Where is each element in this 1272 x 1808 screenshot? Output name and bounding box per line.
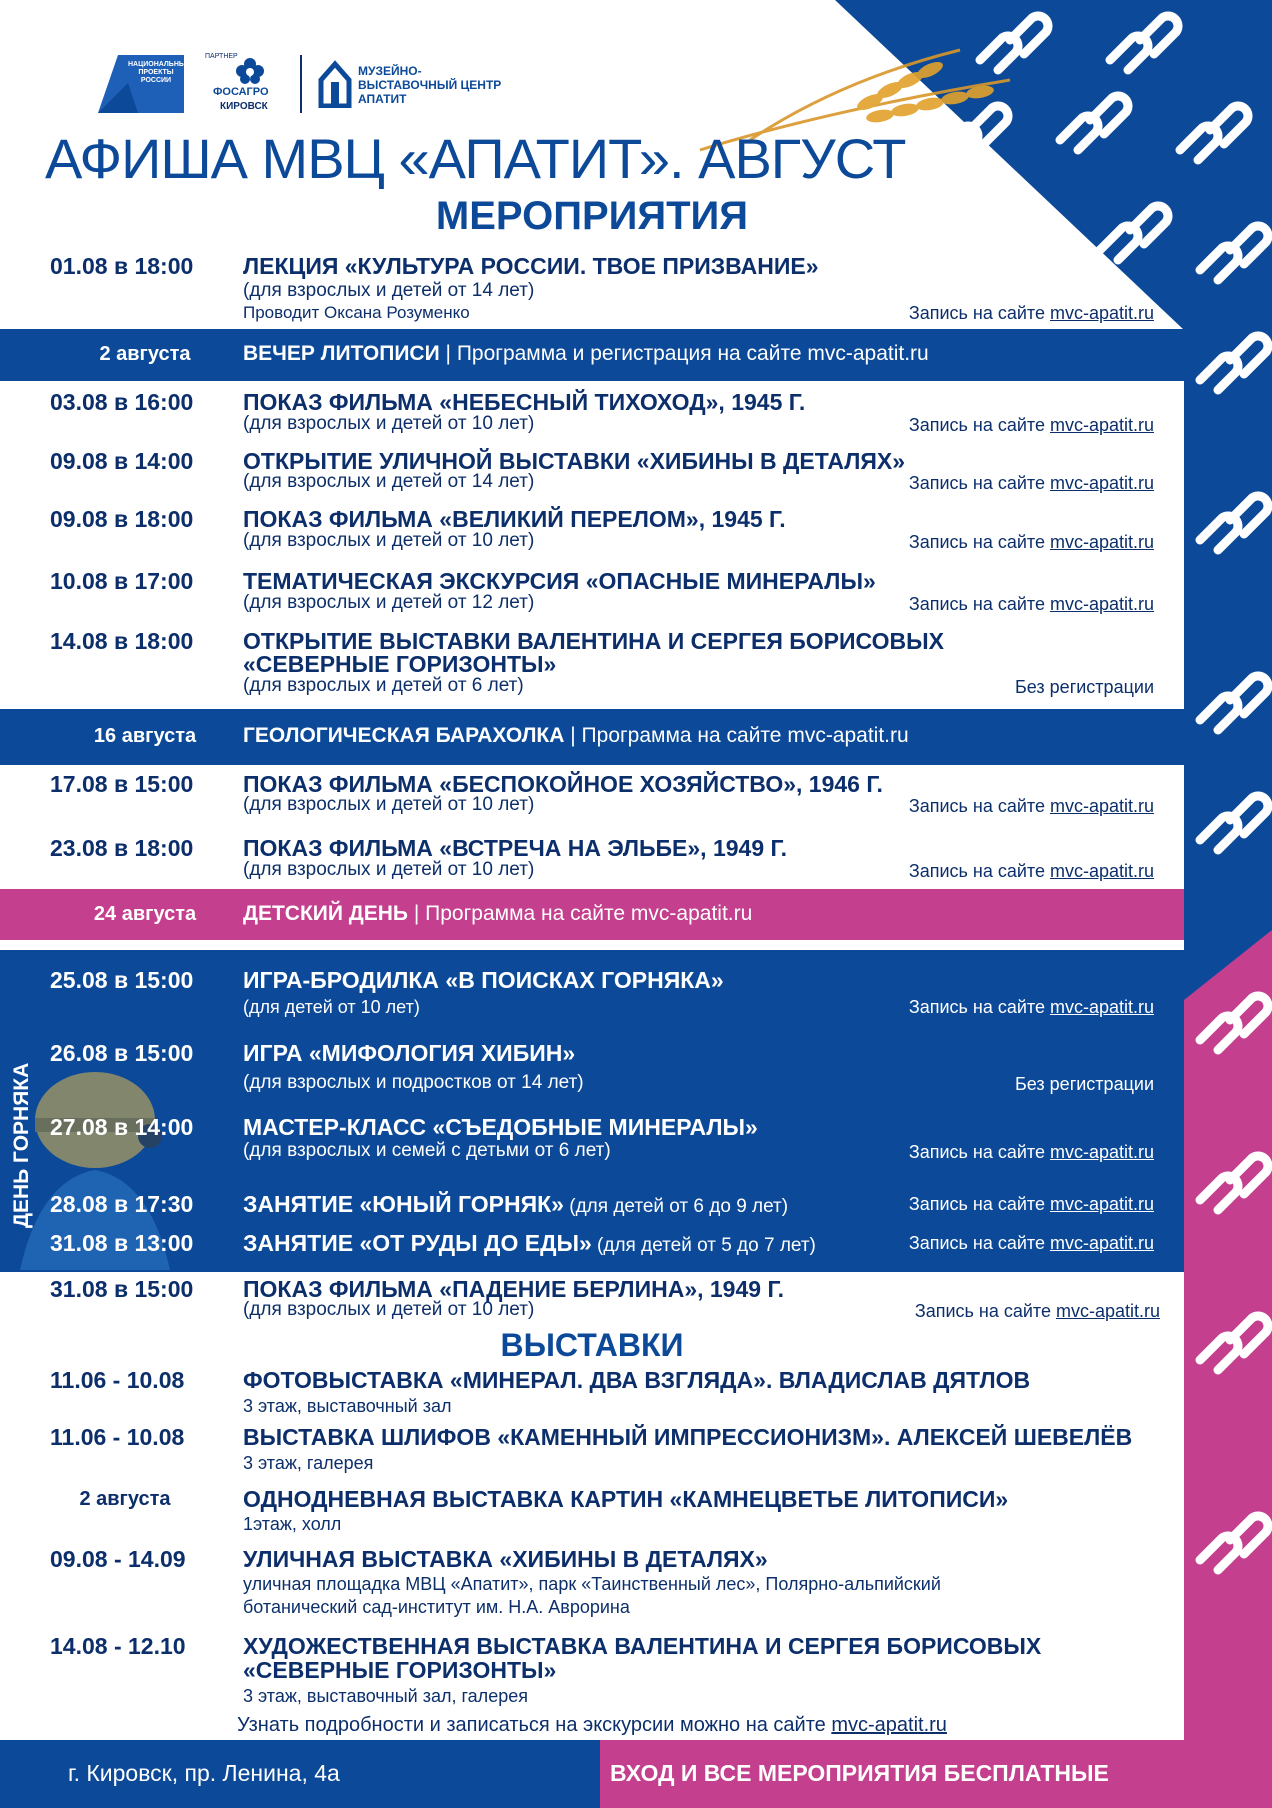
- band-name: ВЕЧЕР ЛИТОПИСИ: [243, 342, 440, 365]
- event-row: [0, 568, 1182, 618]
- event-row: [0, 1114, 1182, 1164]
- exhibition-location: 1этаж, холл: [243, 1514, 342, 1534]
- registration-text: Запись на сайте: [908, 415, 1050, 435]
- event-row: [0, 253, 1182, 323]
- event-date: 27.08 в 14:00: [50, 1114, 194, 1140]
- event-row: [0, 1230, 1182, 1260]
- registration-link[interactable]: mvc-apatit.ru: [1049, 1194, 1154, 1214]
- event-title-text: ЗАНЯТИЕ «ОТ РУДЫ ДО ЕДЫ»: [243, 1230, 592, 1256]
- event-title: [243, 1191, 788, 1218]
- footer-note-text: Узнать подробности и записаться на экскурсии можно на сайте: [237, 1714, 832, 1736]
- registration-link[interactable]: mvc-apatit.ru: [1049, 796, 1154, 816]
- event-registration: [909, 1194, 1154, 1215]
- event-audience: (для взрослых и детей от 10 лет): [243, 859, 535, 880]
- event-title: ЛЕКЦИЯ «КУЛЬТУРА РОССИИ. ТВОЕ ПРИЗВАНИЕ»: [243, 253, 819, 279]
- national-projects-text: НАЦИОНАЛЬНЫЕ ПРОЕКТЫ РОССИИ: [128, 61, 191, 84]
- exhibition-dates: 14.08 - 12.10: [50, 1633, 186, 1659]
- exhibition-dates: 2 августа: [79, 1488, 171, 1510]
- event-host: Проводит Оксана Розуменко: [243, 303, 470, 322]
- registration-text: Запись на сайте: [908, 473, 1050, 493]
- partner-label: ПАРТНЕР: [205, 53, 238, 60]
- band-date: 2 августа: [99, 343, 191, 365]
- exhibition-row: [0, 1486, 1182, 1536]
- event-title: ОТКРЫТИЕ ВЫСТАВКИ ВАЛЕНТИНА И СЕРГЕЯ БОРИСОВЫХ: [243, 628, 944, 654]
- band-date: 16 августа: [93, 725, 197, 747]
- footer-note: [0, 1714, 1184, 1737]
- event-title: ПОКАЗ ФИЛЬМА «ПАДЕНИЕ БЕРЛИНА», 1949 Г.: [243, 1276, 785, 1302]
- event-audience: (для взрослых и детей от 10 лет): [243, 413, 535, 434]
- event-audience: (для взрослых и семей с детьми от 6 лет): [243, 1140, 611, 1161]
- event-registration: Без регистрации: [1014, 1074, 1154, 1094]
- event-date: 25.08 в 15:00: [50, 967, 194, 993]
- phosagro-flower-icon: [236, 58, 264, 84]
- event-audience: (для взрослых и детей от 14 лет): [243, 471, 535, 492]
- event-row: [0, 1191, 1182, 1221]
- registration-text: Запись на сайте: [908, 1142, 1050, 1162]
- event-date: 31.08 в 15:00: [50, 1276, 194, 1302]
- event-title: ПОКАЗ ФИЛЬМА «ВСТРЕЧА НА ЭЛЬБЕ», 1949 Г.: [243, 835, 788, 861]
- registration-text: Запись на сайте: [908, 532, 1050, 552]
- band-barakholka: [0, 709, 1184, 765]
- footer-note-link[interactable]: mvc-apatit.ru: [831, 1714, 947, 1736]
- miner-day-label: ДЕНЬ ГОРНЯКА: [10, 1062, 33, 1228]
- event-row: [0, 1276, 1182, 1326]
- mvc-logo-text: [358, 64, 501, 106]
- exhibition-location: уличная площадка МВЦ «Апатит», парк «Таинственный лес», Полярно-альпийский: [243, 1574, 941, 1594]
- national-projects-logo: [98, 55, 191, 113]
- registration-link[interactable]: mvc-apatit.ru: [1049, 473, 1154, 493]
- section-events-heading: МЕРОПРИЯТИЯ: [435, 194, 749, 238]
- registration-link[interactable]: mvc-apatit.ru: [1049, 1142, 1154, 1162]
- event-date: 01.08 в 18:00: [50, 253, 194, 279]
- registration-link[interactable]: mvc-apatit.ru: [1049, 415, 1154, 435]
- exhibition-dates: 11.06 - 10.08: [50, 1367, 185, 1393]
- exhibition-row: [0, 1546, 1182, 1618]
- band-rest: | Программа и регистрация на сайте mvc-apatit.ru: [439, 342, 929, 365]
- event-row: [0, 448, 1182, 498]
- registration-link[interactable]: mvc-apatit.ru: [1049, 861, 1154, 881]
- event-audience: (для взрослых и детей от 6 лет): [243, 675, 524, 696]
- event-audience: (для взрослых и детей от 14 лет): [243, 280, 535, 301]
- exhibition-location-line2: ботанический сад-институт им. Н.А. Аврорина: [243, 1597, 630, 1617]
- event-title-line2: «СЕВЕРНЫЕ ГОРИЗОНТЫ»: [243, 651, 557, 677]
- event-row: [0, 628, 1182, 700]
- logo-divider: [300, 55, 302, 113]
- event-date: 28.08 в 17:30: [50, 1191, 194, 1217]
- band-text: [243, 902, 752, 926]
- event-date: 09.08 в 14:00: [50, 448, 194, 474]
- registration-link[interactable]: mvc-apatit.ru: [1049, 997, 1154, 1017]
- mvc-line1: МУЗЕЙНО-: [358, 64, 422, 78]
- section-exhibitions-heading: ВЫСТАВКИ: [500, 1327, 684, 1363]
- band-date: 24 августа: [93, 903, 197, 925]
- event-date: 17.08 в 15:00: [50, 771, 194, 797]
- footer-address: г. Кировск, пр. Ленина, 4а: [68, 1760, 340, 1786]
- registration-text: Запись на сайте: [908, 796, 1050, 816]
- event-title: ИГРА-БРОДИЛКА «В ПОИСКАХ ГОРНЯКА»: [243, 967, 724, 993]
- exhibition-title: ОДНОДНЕВНАЯ ВЫСТАВКА КАРТИН «КАМНЕЦВЕТЬЕ ЛИТОПИСИ»: [243, 1486, 1009, 1512]
- event-registration: [909, 415, 1154, 436]
- event-row: [0, 835, 1182, 885]
- event-registration: [915, 1301, 1160, 1322]
- exhibition-title: ХУДОЖЕСТВЕННАЯ ВЫСТАВКА ВАЛЕНТИНА И СЕРГЕЯ БОРИСОВЫХ: [243, 1633, 1042, 1659]
- registration-text: Запись на сайте: [908, 1194, 1050, 1214]
- exhibition-title: ФОТОВЫСТАВКА «МИНЕРАЛ. ДВА ВЗГЛЯДА». ВЛАДИСЛАВ ДЯТЛОВ: [243, 1367, 1031, 1393]
- event-registration: Без регистрации: [1014, 677, 1154, 697]
- event-title: ИГРА «МИФОЛОГИЯ ХИБИН»: [243, 1040, 576, 1066]
- phosagro-name: ФОСАГРО: [213, 86, 269, 98]
- event-registration: [909, 796, 1154, 817]
- event-audience: (для взрослых и детей от 12 лет): [243, 592, 535, 613]
- registration-text: Запись на сайте: [908, 997, 1050, 1017]
- exhibition-row: [0, 1424, 1182, 1474]
- band-childrens-day: [0, 889, 1184, 940]
- registration-text: Запись на сайте: [908, 594, 1050, 614]
- band-name: ГЕОЛОГИЧЕСКАЯ БАРАХОЛКА: [243, 724, 565, 747]
- event-title: ПОКАЗ ФИЛЬМА «БЕСПОКОЙНОЕ ХОЗЯЙСТВО», 1946 Г.: [243, 771, 883, 797]
- exhibition-location: 3 этаж, галерея: [243, 1453, 374, 1473]
- event-title: ОТКРЫТИЕ УЛИЧНОЙ ВЫСТАВКИ «ХИБИНЫ В ДЕТАЛЯХ»: [243, 448, 906, 474]
- exhibition-location: 3 этаж, выставочный зал: [243, 1396, 452, 1416]
- event-registration: [909, 1142, 1154, 1163]
- registration-link[interactable]: mvc-apatit.ru: [1049, 532, 1154, 552]
- exhibition-row: [0, 1633, 1182, 1713]
- event-date: 31.08 в 13:00: [50, 1230, 194, 1256]
- event-title: МАСТЕР-КЛАСС «СЪЕДОБНЫЕ МИНЕРАЛЫ»: [243, 1114, 758, 1140]
- event-registration: [909, 1233, 1154, 1254]
- event-audience: (для детей от 5 до 7 лет): [591, 1235, 816, 1256]
- event-row: [0, 506, 1182, 556]
- event-title: ПОКАЗ ФИЛЬМА «НЕБЕСНЫЙ ТИХОХОД», 1945 Г.: [243, 389, 806, 415]
- event-audience: (для детей от 6 до 9 лет): [563, 1196, 789, 1217]
- exhibition-title-line2: «СЕВЕРНЫЕ ГОРИЗОНТЫ»: [243, 1657, 557, 1683]
- event-date: 14.08 в 18:00: [50, 628, 194, 654]
- event-date: 26.08 в 15:00: [50, 1040, 194, 1066]
- event-title-text: ЗАНЯТИЕ «ЮНЫЙ ГОРНЯК»: [243, 1191, 564, 1217]
- exhibition-title: ВЫСТАВКА ШЛИФОВ «КАМЕННЫЙ ИМПРЕССИОНИЗМ». АЛЕКСЕЙ ШЕВЕЛЁВ: [243, 1424, 1133, 1450]
- event-title: ТЕМАТИЧЕСКАЯ ЭКСКУРСИЯ «ОПАСНЫЕ МИНЕРАЛЫ»: [243, 568, 876, 594]
- event-registration: [909, 594, 1154, 615]
- mvc-line3: АПАТИТ: [358, 92, 407, 106]
- band-name: ДЕТСКИЙ ДЕНЬ: [243, 902, 409, 925]
- event-title: ПОКАЗ ФИЛЬМА «ВЕЛИКИЙ ПЕРЕЛОМ», 1945 Г.: [243, 506, 786, 532]
- event-row: [0, 389, 1182, 439]
- exhibition-title: УЛИЧНАЯ ВЫСТАВКА «ХИБИНЫ В ДЕТАЛЯХ»: [243, 1546, 768, 1572]
- event-row: [0, 1040, 1182, 1096]
- event-registration: [909, 861, 1154, 882]
- event-registration: [909, 532, 1154, 553]
- event-date: 03.08 в 16:00: [50, 389, 194, 415]
- event-row: [0, 967, 1182, 1017]
- band-text: [243, 342, 929, 366]
- band-rest: | Программа на сайте mvc-apatit.ru: [564, 724, 909, 747]
- band-rest: | Программа на сайте mvc-apatit.ru: [408, 902, 753, 925]
- footer-free-entry: ВХОД И ВСЕ МЕРОПРИЯТИЯ БЕСПЛАТНЫЕ: [610, 1760, 1109, 1786]
- page-title: АФИША МВЦ «АПАТИТ». АВГУСТ: [45, 127, 906, 190]
- event-registration: [909, 997, 1154, 1018]
- event-registration: [909, 473, 1154, 494]
- event-date: 09.08 в 18:00: [50, 506, 194, 532]
- event-date: 23.08 в 18:00: [50, 835, 194, 861]
- event-row: [0, 771, 1182, 821]
- exhibition-dates: 09.08 - 14.09: [50, 1546, 186, 1572]
- registration-text: Запись на сайте: [908, 861, 1050, 881]
- band-text: [243, 724, 909, 748]
- event-audience: (для взрослых и подростков от 14 лет): [243, 1072, 584, 1093]
- event-title: [243, 1230, 816, 1257]
- exhibition-row: [0, 1367, 1182, 1417]
- registration-link[interactable]: mvc-apatit.ru: [1055, 1301, 1160, 1321]
- band-litopis: [0, 329, 1184, 381]
- registration-link[interactable]: mvc-apatit.ru: [1049, 303, 1154, 323]
- registration-text: Запись на сайте: [908, 1233, 1050, 1253]
- event-date: 10.08 в 17:00: [50, 568, 194, 594]
- exhibition-dates: 11.06 - 10.08: [50, 1424, 185, 1450]
- phosagro-city: КИРОВСК: [220, 101, 268, 112]
- event-audience: (для взрослых и детей от 10 лет): [243, 530, 535, 551]
- registration-link[interactable]: mvc-apatit.ru: [1049, 1233, 1154, 1253]
- event-audience: (для взрослых и детей от 10 лет): [243, 1299, 535, 1320]
- mvc-line2: ВЫСТАВОЧНЫЙ ЦЕНТР: [358, 78, 502, 92]
- event-audience: (для взрослых и детей от 10 лет): [243, 794, 535, 815]
- event-registration: [909, 303, 1154, 324]
- event-audience: (для детей от 10 лет): [243, 997, 420, 1017]
- exhibition-location: 3 этаж, выставочный зал, галерея: [243, 1686, 528, 1706]
- mvc-house-icon: [318, 58, 352, 108]
- registration-text: Запись на сайте: [908, 303, 1050, 323]
- registration-text: Запись на сайте: [914, 1301, 1056, 1321]
- registration-link[interactable]: mvc-apatit.ru: [1049, 594, 1154, 614]
